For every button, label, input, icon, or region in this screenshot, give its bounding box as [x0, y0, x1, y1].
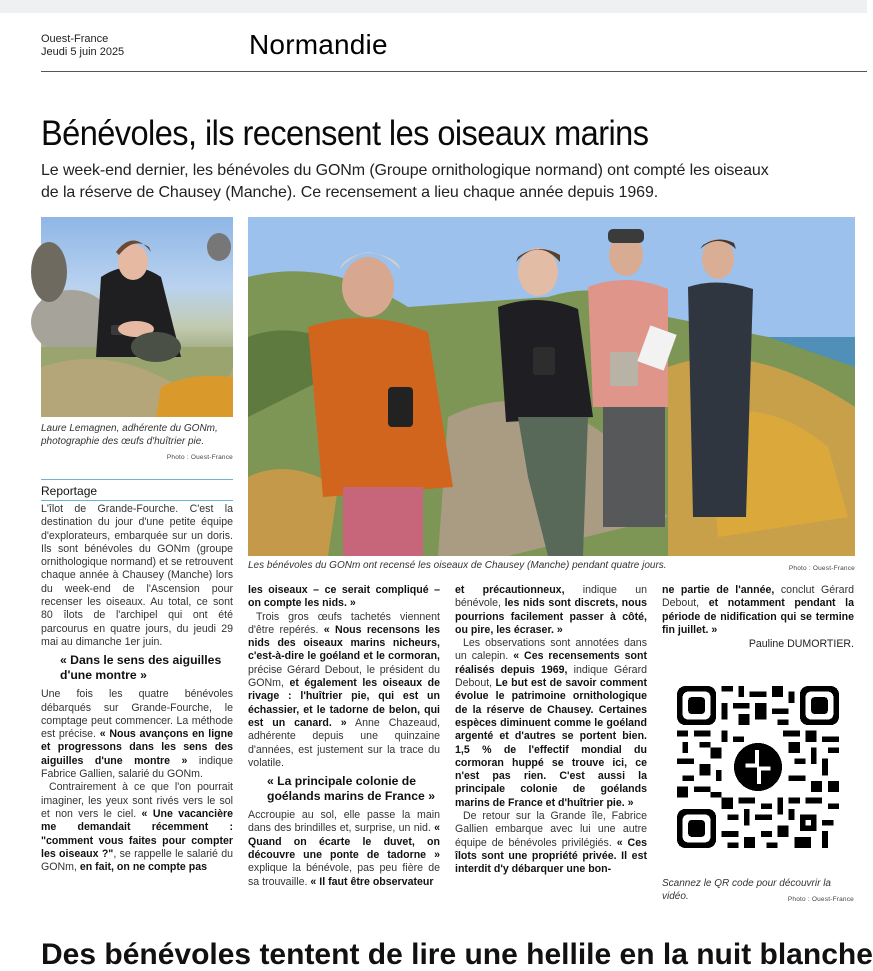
photo-credit: Photo : Ouest-France [787, 896, 854, 903]
paragraph [41, 688, 233, 781]
publication-name: Ouest-France [41, 33, 109, 45]
paragraph [455, 810, 647, 876]
qr-code-icon[interactable] [677, 686, 839, 848]
caption-text: Scannez le QR code pour découvrir la vidéo. [662, 878, 831, 902]
article-column-2 [248, 584, 440, 889]
article-headline: Bénévoles, ils recensent les oiseaux marins [41, 114, 649, 153]
paragraph [248, 611, 440, 771]
masthead [41, 33, 124, 59]
paragraph [455, 584, 647, 637]
quote: Le but est de savoir comment évolue le patrimoine ornithologique de la réserve de Chausey. Certaines espèces diminuent comme le goéland argenté et d'autres se portent bien. 1,5 % de l'effectif mondial du cormoran huppé se trouve ici, ce n'est pas rien. C'est aussi la principale colonie de goélands marins de France et d'huîtrier pie. » [455, 677, 647, 809]
photo-laure-lemagnen[interactable] [41, 217, 233, 417]
photo-credit: Photo : Ouest-France [788, 565, 855, 572]
text: Contrairement à ce que l'on pourrait imaginer, les yeux sont rivés vers le sol et non vers le ciel. [41, 781, 233, 820]
photo-illustration [248, 217, 855, 556]
caption-text: Laure Lemagnen, adhérente du GONm, photographie des œufs d'huîtrier pie. [41, 423, 218, 447]
paragraph [248, 809, 440, 889]
qr-code-graphic [677, 686, 839, 848]
text: indique Gérard Debout, [455, 663, 647, 690]
qr-caption [662, 877, 854, 906]
photo-main-caption [248, 559, 855, 575]
subheading: « Dans le sens des aiguilles d'une montre » [60, 653, 222, 682]
text: Anne Chazeaud, adhérente depuis une quinzaine d'années, est justement sur la trace du volatile. [248, 716, 440, 769]
quote: et notamment pendant la période de nidification qui se termine fin juillet. » [662, 597, 854, 636]
text: indique Fabrice Gallien, salarié du GONm. [41, 754, 234, 781]
quote: « Ces recensements sont réalisés depuis 1969, [455, 650, 647, 676]
paragraph [248, 584, 440, 611]
quote: en fait, on ne compte pas [79, 861, 207, 874]
photo-volunteers-group[interactable] [248, 217, 855, 556]
text: explique la bénévole, pas peu fière de sa trouvaille. [248, 862, 440, 888]
quote: « Nous recensons les nids des oiseaux marins nicheurs, c'est-à-dire le goéland et le cormoran, [248, 623, 440, 663]
author-signature: Pauline DUMORTIER. [748, 638, 854, 651]
header-divider [41, 71, 867, 72]
kicker-rule-top [41, 479, 233, 480]
text: , se rappelle le salarié du GONm, [41, 847, 234, 874]
quote: « Une vacancière me demandait récemment : "comment vous faites pour compter les oiseaux ?" [41, 807, 234, 860]
quote: et précautionneux, [455, 584, 565, 596]
text: conclut Gérard Debout, [662, 584, 854, 610]
photo-credit: Photo : Ouest-France [166, 454, 233, 461]
quote: « Nous avançons en ligne et progressons dans les sens des aiguilles d'une montre » [41, 728, 233, 767]
quote: « Ces îlots sont une propriété privée. Il est interdit d'y débarquer une bon- [455, 836, 647, 876]
paragraph [455, 637, 647, 810]
caption-text: Les bénévoles du GONm ont recensé les oiseaux de Chausey (Manche) pendant quatre jours. [248, 560, 667, 571]
section-title: Normandie [249, 29, 388, 60]
photo-small-caption [41, 422, 233, 464]
next-article-headline: Des bénévoles tentent de lire une hellile en la nuit blanche [41, 938, 873, 971]
text: indique un bénévole, [455, 584, 647, 610]
article-lead: Le week-end dernier, les bénévoles du GONm (Groupe ornithologique normand) ont compté les oiseaux de la réserve de Chausey (Manche). Ce recensement a lieu chaque année depuis 1969. [41, 162, 769, 201]
paragraph: L'îlot de Grande-Fourche. C'est la destination du jour d'une petite équipe d'explorateurs, embarquée sur un doris. Ils sont bénévoles du GONm (groupe ornithologique normand) et se retrouvent chaque année à Chausey (Manche) lors du week-end de l'Ascension pour recenser les oiseaux. Au total, ce sont 80 îlots de l'archipel qui ont été parcourus en quatre jours, du jeudi 29 mai au dimanche 1er juin. [41, 503, 233, 648]
paragraph [662, 584, 854, 637]
quote: « Quand on écarte le duvet, on découvre une ponte de tadorne » [248, 822, 440, 862]
kicker-reportage: Reportage [41, 484, 98, 498]
quote: les nids sont discrets, nous pourrions facilement passer à côté, ou pire, les écraser. » [455, 597, 647, 636]
article-column-1 [41, 503, 233, 874]
text: Une fois les quatre bénévoles débarqués sur Grande-Fourche, le comptage peut commencer. La méthode est précise. [41, 688, 233, 741]
article-column-4 [662, 584, 854, 651]
quote: les oiseaux – ce serait compliqué – on compte les nids. » [248, 584, 440, 610]
quote: et également les oiseaux de rivage : l'huîtrier pie, qui est un échassier, et le tadorne de belon, qui est un canard. » [248, 677, 441, 729]
quote: ne partie de l'année, [662, 584, 775, 596]
text: précise Gérard Debout, le président du GONm, [248, 663, 440, 690]
text: Accroupie au sol, elle passe la main dans des brindilles et, surprise, un nid. [248, 809, 440, 835]
photo-illustration [41, 217, 233, 417]
kicker-rule-bottom [41, 500, 233, 501]
text: Les observations sont annotées dans un calepin. [455, 637, 647, 663]
paragraph [41, 781, 233, 874]
article-column-3 [455, 584, 647, 877]
text: De retour sur la Grande île, Fabrice Gallien embarque avec lui une autre équipe de bénévoles privilégiés. [455, 810, 647, 849]
publication-date: Jeudi 5 juin 2025 [41, 46, 125, 58]
text: Trois gros œufs tachetés viennent d'être repérés. [248, 610, 440, 636]
quote: « Il faut être observateur [310, 875, 434, 888]
subheading: « La principale colonie de goélands marins de France » [267, 774, 435, 803]
top-toolbar-strip [0, 0, 867, 13]
